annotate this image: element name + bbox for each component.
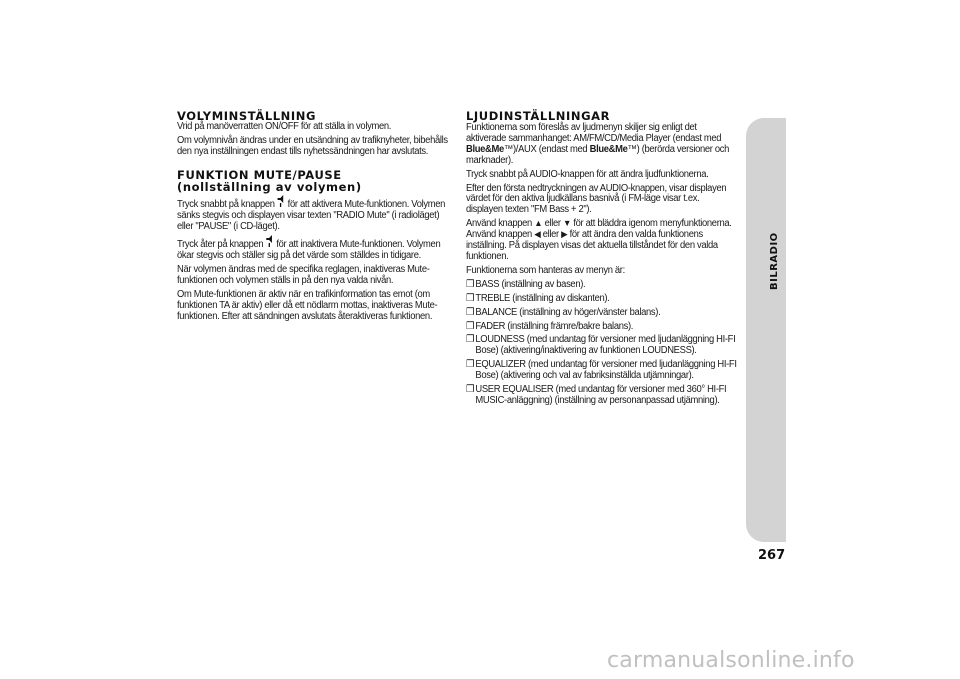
heading-mute-sub: (nollställning av volymen) bbox=[177, 179, 362, 194]
heading-volume: VOLYMINSTÄLLNING bbox=[177, 109, 317, 123]
paragraph: Om Mute-funktionen är aktiv när en trafikinformation tas emot (om funktionen TA är aktiv) eller då ett nödlarm mottas, inaktiveras Mute-funktionen. Efter att sändningen avslutats återaktiveras funktionen. bbox=[177, 289, 438, 322]
chapter-label: BILRADIO bbox=[769, 232, 780, 290]
left-column bbox=[177, 110, 449, 326]
checkbox-bullet-icon: ❒ bbox=[466, 278, 475, 290]
paragraph: Vrid på manöverratten ON/OFF för att ställa in volymen. bbox=[177, 121, 392, 132]
paragraph: Använd knappen ▲ eller ▼ för att bläddra igenom menyfunktionerna. Använd knappen ◀ eller ▶ för att ändra den valda funktionens inställning. På displayen visas det aktuella tillståndet för den valda funktionen. bbox=[466, 218, 732, 262]
checkbox-bullet-icon: ❒ bbox=[466, 359, 475, 371]
paragraph: Funktionerna som föreslås av ljudmenyn skiljer sig enligt det aktiverade sammanhanget: AM/FM/CD/Media Player (endast med Blue&Me™)/AUX (endast med Blue&Me™) (berörda versioner och marknader). bbox=[466, 122, 730, 166]
list-item: ❒USER EQUALISER (med undantag för versioner med 360° HI-FI MUSIC-anläggning) (inställning av personanpassad utjämning). bbox=[466, 384, 727, 406]
function-list bbox=[466, 280, 738, 407]
checkbox-bullet-icon: ❒ bbox=[466, 306, 475, 318]
paragraph: Om volymnivån ändras under en utsändning av trafiknyheter, bibehålls den nya inställningen endast tills nyhetssändningen har avslutats. bbox=[177, 134, 448, 157]
paragraph: Efter den första nedtryckningen av AUDIO-knappen, visar displayen värdet för den aktiva ljudkällans basnivå (i FM-läge visar t.ex. displayen texten "FM Bass + 2"). bbox=[466, 182, 727, 216]
right-column bbox=[466, 110, 738, 410]
heading-mute: FUNKTION MUTE/PAUSE bbox=[177, 167, 342, 182]
paragraph: Tryck snabbt på AUDIO-knappen för att ändra ljudfunktionerna. bbox=[466, 168, 709, 180]
checkbox-bullet-icon: ❒ bbox=[466, 320, 475, 332]
left-arrow-icon: ◀ bbox=[534, 229, 541, 240]
list-item: ❒TREBLE (inställning av diskanten). bbox=[466, 292, 610, 304]
paragraph: När volymen ändras med de specifika reglagen, inaktiveras Mute-funktionen och volymen ställs in på den nya valda nivån. bbox=[177, 264, 430, 287]
watermark: carmanualsonline.info bbox=[607, 648, 855, 673]
mute-button-icon bbox=[277, 195, 285, 209]
paragraph: Funktionerna som hanteras av menyn är: bbox=[466, 264, 625, 276]
list-item: ❒EQUALIZER (med undantag för versioner med ljudanläggning HI-FI Bose) (aktivering och val av fabriksinställda utjämningar). bbox=[466, 359, 737, 382]
list-item: ❒BASS (inställning av basen). bbox=[466, 278, 586, 290]
down-arrow-icon: ▼ bbox=[563, 218, 572, 229]
brand-name: Blue&Me bbox=[589, 143, 628, 155]
list-item: ❒FADER (inställning främre/bakre balans). bbox=[466, 320, 634, 332]
paragraph: Tryck snabbt på knappen för att aktivera Mute-funktionen. Volymen sänks stegvis och displayen visar texten "RADIO Mute" (i radioläget) eller "PAUSE" (i CD-läget). bbox=[177, 195, 448, 233]
up-arrow-icon: ▲ bbox=[534, 218, 543, 229]
chapter-tab bbox=[746, 118, 786, 542]
page-number: 267 bbox=[758, 548, 786, 563]
brand-name: Blue&Me bbox=[466, 143, 504, 155]
paragraph: Tryck åter på knappen för att inaktivera Mute-funktionen. Volymen ökar stegvis och ställer sig på det värde som ställdes in tidigare. bbox=[177, 235, 448, 262]
checkbox-bullet-icon: ❒ bbox=[466, 384, 475, 396]
checkbox-bullet-icon: ❒ bbox=[466, 292, 475, 304]
list-item: ❒BALANCE (inställning av höger/vänster balans). bbox=[466, 306, 661, 318]
heading-audio: LJUDINSTÄLLNINGAR bbox=[466, 109, 611, 123]
right-arrow-icon: ▶ bbox=[561, 229, 568, 240]
mute-button-icon bbox=[266, 235, 274, 249]
checkbox-bullet-icon: ❒ bbox=[466, 334, 475, 346]
list-item: ❒LOUDNESS (med undantag för versioner med ljudanläggning HI-FI Bose) (aktivering/inaktivering av funktionen LOUDNESS). bbox=[466, 334, 736, 357]
